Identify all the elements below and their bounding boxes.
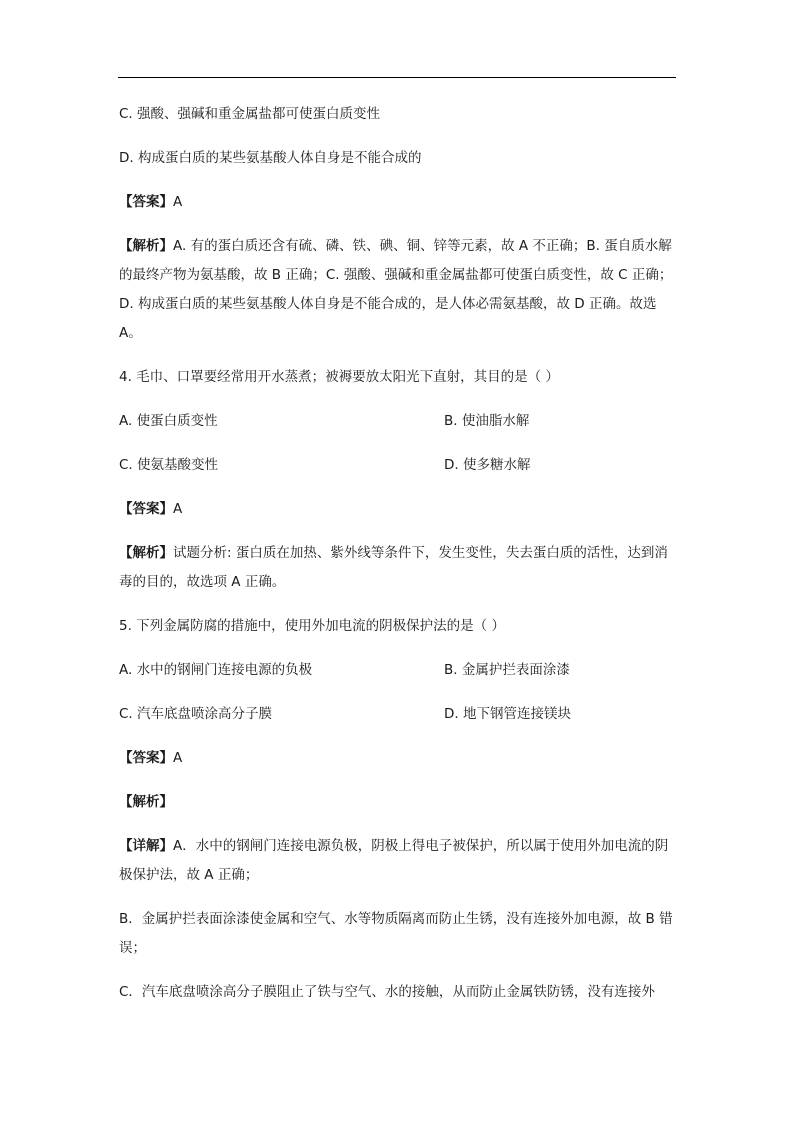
answer-label: 【答案】	[119, 501, 173, 517]
analysis-label: 【解析】	[119, 238, 173, 254]
q5-detail-c: C．汽车底盘喷涂高分子膜阻止了铁与空气、水的接触，从而防止金属铁防锈，没有连接外	[119, 984, 655, 1000]
detail-label: 【详解】	[119, 838, 173, 854]
q4-option-b: B. 使油脂水解	[444, 413, 530, 429]
q5-option-d: D. 地下钢管连接镁块	[444, 706, 571, 722]
document-body	[119, 100, 677, 1022]
analysis-text: A. 有的蛋白质还含有硫、磷、铁、碘、铜、锌等元素，故 A 不正确；B. 蛋自质水解的最终产物为氨基酸，故 B 正确；C. 强酸、强碱和重金属盐都可使蛋白质变性，故 C 正确；D. 构成蛋白质的某些氨基酸人体自身是不能合成的，是人体必需氨基酸，故 D 正确。故选 A。	[119, 238, 673, 341]
q4-options-row-1	[119, 407, 677, 436]
answer-label: 【答案】	[119, 750, 173, 766]
q4-stem: 4. 毛巾、口罩要经常用开水蒸煮；被褥要放太阳光下直射，其目的是（ ）	[119, 369, 559, 385]
q3-option-c: C. 强酸、强碱和重金属盐都可使蛋白质变性	[119, 106, 381, 122]
q5-option-a: A. 水中的钢闸门连接电源的负极	[119, 662, 313, 678]
answer-label: 【答案】	[119, 194, 173, 210]
answer-value: A	[173, 501, 183, 517]
header-rule	[118, 77, 676, 78]
answer-value: A	[173, 194, 183, 210]
q4-answer	[119, 495, 677, 524]
q4-option-d: D. 使多糖水解	[444, 457, 531, 473]
q5-detail-b: B．金属护拦表面涂漆使金属和空气、水等物质隔离而防止生锈，没有连接外加电源，故 B 错误；	[119, 911, 673, 956]
q5-detail-a	[119, 832, 677, 890]
analysis-text: 试题分析: 蛋白质在加热、紫外线等条件下，发生变性，失去蛋白质的活性，达到消毒的目的，故选项 A 正确。	[119, 545, 668, 590]
q5-options-row-2	[119, 700, 677, 729]
q5-answer	[119, 744, 677, 773]
detail-text: A．水中的钢闸门连接电源负极，阴极上得电子被保护，所以属于使用外加电流的阴极保护法，故 A 正确；	[119, 838, 669, 883]
analysis-label: 【解析】	[119, 794, 173, 810]
q4-analysis	[119, 539, 677, 597]
analysis-label: 【解析】	[119, 545, 173, 561]
q5-options-row-1	[119, 656, 677, 685]
answer-value: A	[173, 750, 183, 766]
q4-options-row-2	[119, 451, 677, 480]
q5-stem: 5. 下列金属防腐的措施中，使用外加电流的阴极保护法的是（ ）	[119, 618, 505, 634]
q3-option-d: D. 构成蛋白质的某些氨基酸人体自身是不能合成的	[119, 150, 422, 166]
q3-answer	[119, 188, 677, 217]
q5-option-c: C. 汽车底盘喷涂高分子膜	[119, 706, 273, 722]
q5-option-b: B. 金属护拦表面涂漆	[444, 662, 570, 678]
q3-analysis	[119, 232, 677, 348]
q4-option-a: A. 使蛋白质变性	[119, 413, 218, 429]
q4-option-c: C. 使氨基酸变性	[119, 457, 219, 473]
q5-analysis	[119, 788, 677, 817]
